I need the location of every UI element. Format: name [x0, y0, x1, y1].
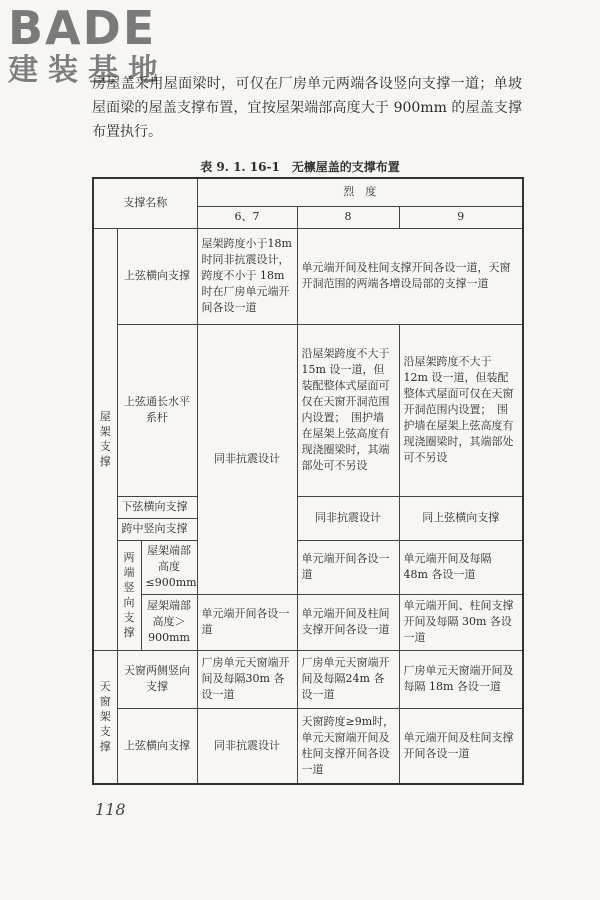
cell-r8-9: 单元端开间及柱间支撑开间各设一道 — [399, 708, 523, 784]
cell-r3-9: 同上弦横向支撑 — [399, 496, 523, 540]
header-support-name: 支撑名称 — [93, 178, 197, 228]
cell-r7-8: 厂房单元天窗端开间及每隔24m 各设一道 — [297, 650, 399, 708]
row-label-midspan-vertical: 跨中竖向支撑 — [117, 518, 197, 540]
cell-r2-r5-67: 同非抗震设计 — [197, 324, 297, 594]
header-intensity-9: 9 — [399, 206, 523, 228]
cell-r8-8: 天窗跨度≥9m时，单元天窗端开间及柱间支撑开间各设一道 — [297, 708, 399, 784]
cell-r8-67: 同非抗震设计 — [197, 708, 297, 784]
row-label-bottom-chord-horizontal: 下弦横向支撑 — [117, 496, 197, 518]
row-label-top-chord-tie: 上弦通长水平系杆 — [117, 324, 197, 496]
row-label-skylight-vertical: 天窗两侧竖向支撑 — [117, 650, 197, 708]
logo-brand: BADE — [8, 1, 157, 55]
row-label-skylight-top-chord: 上弦横向支撑 — [117, 708, 197, 784]
group-end-vertical: 两端竖向支撑 — [117, 540, 141, 650]
table-title: 表 9. 1. 16-1 无檩屋盖的支撑布置 — [200, 160, 400, 174]
cell-r2-9: 沿屋架跨度不大于 12m 设一道，但装配整体式屋面可仅在天窗开洞范围内设置； 围护墙在屋架上弦高度有现浇圈梁时，其端部处可不另设 — [399, 324, 523, 496]
header-intensity: 烈 度 — [197, 178, 523, 206]
row-label-end-height-gt900: 屋架端部高度＞900mm — [141, 594, 197, 650]
header-intensity-67: 6、7 — [197, 206, 297, 228]
cell-r6-9: 单元端开间、柱间支撑开间及每隔 30m 各设一道 — [399, 594, 523, 650]
cell-r7-9: 厂房单元天窗端开间及每隔 18m 各设一道 — [399, 650, 523, 708]
support-layout-table — [92, 177, 524, 785]
group-truss-support: 屋架支撑 — [93, 228, 117, 650]
cell-r1-89: 单元端开间及柱间支撑开间各设一道，天窗开洞范围的两端各增设局部的支撑一道 — [297, 228, 523, 324]
cell-r1-67: 屋架跨度小于18m 时同非抗震设计，跨度不小于 18m 时在厂房单元端开间各设一道 — [197, 228, 297, 324]
row-label-end-height-le900: 屋架端部高度≤900mm — [141, 540, 197, 594]
logo-subtitle: 建装基地 — [8, 53, 168, 88]
cell-r6-67: 单元端开间各设一道 — [197, 594, 297, 650]
row-label-top-chord-horizontal: 上弦横向支撑 — [117, 228, 197, 324]
cell-r7-67: 厂房单元天窗端开间及每隔30m 各设一道 — [197, 650, 297, 708]
cell-r5-9: 单元端开间及每隔 48m 各设一道 — [399, 540, 523, 594]
page-number: 118 — [95, 800, 126, 819]
group-skylight-support: 天窗架支撑 — [93, 650, 117, 784]
cell-r5-8: 单元端开间各设一道 — [297, 540, 399, 594]
cell-r6-8: 单元端开间及柱间支撑开间各设一道 — [297, 594, 399, 650]
cell-r3-8: 同非抗震设计 — [297, 496, 399, 540]
cell-r2-8: 沿屋架跨度不大于 15m 设一道，但装配整体式屋面可仅在天窗开洞范围内设置； 围护墙在屋架上弦高度有现浇圈梁时，其端部处可不另设 — [297, 324, 399, 496]
intro-paragraph: 房屋盖采用屋面梁时，可仅在厂房单元两端各设竖向支撑一道；单坡屋面梁的屋盖支撑布置，宜按屋架端部高度大于 900mm 的屋盖支撑布置执行。 — [92, 76, 522, 140]
header-intensity-8: 8 — [297, 206, 399, 228]
